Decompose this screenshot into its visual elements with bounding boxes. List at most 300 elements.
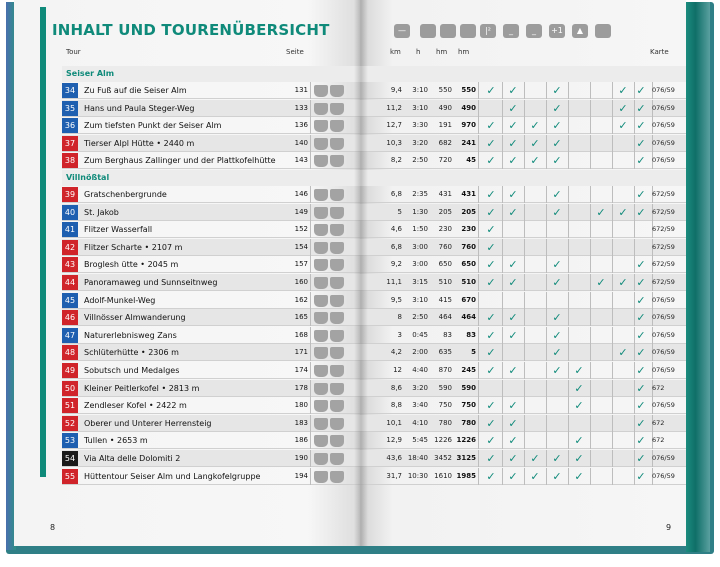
check-icon: ✓ bbox=[552, 188, 562, 201]
tour-hm2: 970 bbox=[461, 121, 476, 130]
column-divider bbox=[568, 450, 569, 467]
tour-name: Flitzer Wasserfall bbox=[84, 225, 153, 235]
tour-karte: 672 bbox=[652, 418, 665, 427]
tour-km: 11,1 bbox=[386, 278, 402, 286]
tour-km: 9,5 bbox=[390, 295, 402, 304]
column-divider bbox=[546, 327, 547, 344]
column-divider bbox=[590, 239, 591, 256]
tour-row[interactable] bbox=[62, 432, 360, 449]
column-divider bbox=[590, 221, 591, 238]
tour-karte: 076/59 bbox=[652, 295, 675, 304]
check-icon: ✓ bbox=[618, 84, 628, 97]
column-divider bbox=[590, 100, 591, 117]
column-divider bbox=[546, 380, 547, 397]
column-divider bbox=[478, 468, 479, 485]
check-icon: ✓ bbox=[530, 469, 540, 483]
column-divider bbox=[478, 362, 479, 379]
column-divider bbox=[568, 432, 569, 449]
column-divider bbox=[310, 432, 311, 449]
check-icon: ✓ bbox=[486, 434, 496, 448]
tour-number-badge: 49 bbox=[62, 363, 78, 378]
tour-hm1: 650 bbox=[438, 260, 452, 269]
tour-row[interactable] bbox=[62, 82, 360, 99]
check-icon: ✓ bbox=[636, 311, 646, 325]
tour-row[interactable] bbox=[62, 344, 360, 361]
tour-row[interactable] bbox=[62, 450, 360, 467]
tour-h: 3:10 bbox=[412, 295, 428, 304]
difficulty-icon bbox=[314, 189, 328, 201]
column-divider bbox=[612, 309, 613, 326]
tour-data-row bbox=[360, 415, 686, 432]
column-divider bbox=[568, 292, 569, 309]
column-divider bbox=[310, 274, 311, 291]
tour-name: Zu Fuß auf die Seiser Alm bbox=[84, 86, 187, 95]
column-divider bbox=[502, 135, 503, 152]
season-icon bbox=[330, 120, 344, 132]
tour-row[interactable] bbox=[62, 327, 360, 344]
column-divider bbox=[502, 327, 503, 344]
column-divider bbox=[568, 204, 569, 221]
column-divider bbox=[478, 152, 479, 169]
tour-data-row bbox=[360, 274, 686, 291]
tour-name: Flitzer Scharte • 2107 m bbox=[84, 242, 183, 252]
tour-karte: 076/59 bbox=[652, 366, 675, 374]
column-divider bbox=[524, 327, 525, 344]
check-icon: ✓ bbox=[552, 205, 562, 219]
column-divider bbox=[546, 450, 547, 467]
tour-hm2: 241 bbox=[461, 138, 476, 147]
check-icon: ✓ bbox=[486, 258, 496, 272]
check-icon: ✓ bbox=[552, 328, 562, 342]
tour-km: 6,8 bbox=[390, 242, 402, 251]
blank-icon-1 bbox=[420, 24, 436, 38]
season-icon bbox=[330, 207, 344, 219]
tour-data-row bbox=[360, 397, 686, 414]
check-icon: ✓ bbox=[486, 469, 496, 483]
column-divider bbox=[524, 186, 525, 203]
tour-karte: 672/59 bbox=[652, 242, 675, 251]
column-divider bbox=[478, 82, 479, 99]
tour-hm2: 490 bbox=[461, 103, 476, 112]
tour-data-row bbox=[360, 117, 686, 134]
tour-page: 146 bbox=[294, 190, 308, 198]
column-divider bbox=[502, 204, 503, 221]
column-divider bbox=[612, 468, 613, 485]
check-icon: ✓ bbox=[618, 346, 628, 360]
tour-row[interactable] bbox=[62, 135, 360, 152]
check-icon: ✓ bbox=[636, 188, 646, 201]
left-page bbox=[14, 0, 360, 546]
column-divider bbox=[612, 362, 613, 379]
column-divider bbox=[568, 186, 569, 203]
check-icon: ✓ bbox=[636, 258, 646, 272]
season-icon bbox=[330, 471, 344, 483]
check-icon: ✓ bbox=[574, 399, 584, 413]
tour-km: 9,2 bbox=[390, 260, 402, 269]
tour-km: 3 bbox=[397, 330, 402, 339]
tour-hm2: 1226 bbox=[456, 436, 476, 445]
tour-hm2: 510 bbox=[461, 278, 476, 286]
page-title: INHALT UND TOURENÜBERSICHT bbox=[52, 21, 330, 39]
check-icon: ✓ bbox=[618, 276, 628, 289]
tour-number-badge: 35 bbox=[62, 101, 78, 116]
difficulty-icon bbox=[314, 383, 328, 395]
tour-row[interactable] bbox=[62, 274, 360, 291]
tour-data-row bbox=[360, 82, 686, 99]
column-divider bbox=[612, 344, 613, 361]
tour-data-row bbox=[360, 432, 686, 449]
check-icon: ✓ bbox=[530, 119, 540, 133]
tour-karte: 672 bbox=[652, 383, 665, 392]
column-divider bbox=[524, 100, 525, 117]
tour-name: Panoramaweg und Sunnseitnweg bbox=[84, 278, 218, 287]
tour-karte: 076/59 bbox=[652, 313, 675, 322]
check-icon: ✓ bbox=[636, 205, 646, 219]
tour-km: 11,2 bbox=[386, 103, 402, 112]
column-divider bbox=[478, 221, 479, 238]
tour-number-badge: 50 bbox=[62, 381, 78, 396]
tour-hm1: 191 bbox=[438, 121, 452, 130]
column-divider bbox=[612, 135, 613, 152]
check-icon: ✓ bbox=[552, 101, 562, 115]
season-icon bbox=[330, 453, 344, 465]
column-divider bbox=[546, 239, 547, 256]
tour-data-row bbox=[360, 135, 686, 152]
column-divider bbox=[546, 117, 547, 134]
tour-km: 8,2 bbox=[390, 156, 402, 165]
tour-h: 3:20 bbox=[412, 138, 428, 147]
column-divider bbox=[612, 327, 613, 344]
tour-row[interactable] bbox=[62, 152, 360, 169]
tour-hm2: 750 bbox=[461, 401, 476, 410]
tour-name: Tierser Alpl Hütte • 2440 m bbox=[84, 138, 195, 148]
difficulty-icon bbox=[314, 259, 328, 271]
check-icon: ✓ bbox=[636, 364, 646, 377]
check-icon: ✓ bbox=[636, 293, 646, 307]
header-tour: Tour bbox=[66, 48, 81, 56]
check-icon: ✓ bbox=[552, 154, 562, 168]
check-icon: ✓ bbox=[486, 223, 496, 237]
column-divider bbox=[568, 274, 569, 291]
check-icon: ✓ bbox=[486, 205, 496, 219]
tour-row[interactable] bbox=[62, 100, 360, 117]
season-icon bbox=[330, 103, 344, 115]
tour-number-badge: 43 bbox=[62, 257, 78, 272]
tour-name: Sobutsch und Medalges bbox=[84, 366, 180, 375]
tour-h: 3:10 bbox=[412, 103, 428, 112]
tour-hm1: 490 bbox=[438, 103, 452, 112]
tour-name: Broglesh ütte • 2045 m bbox=[84, 260, 179, 270]
difficulty-icon bbox=[314, 138, 328, 150]
difficulty-icon bbox=[314, 435, 328, 447]
tour-name: Kleiner Peitlerkofel • 2813 m bbox=[84, 383, 200, 393]
column-divider bbox=[524, 152, 525, 169]
tour-name: Schlüterhütte • 2306 m bbox=[84, 348, 179, 358]
column-divider bbox=[546, 397, 547, 414]
tour-row[interactable] bbox=[62, 397, 360, 414]
check-icon: ✓ bbox=[508, 434, 518, 448]
check-icon: ✓ bbox=[552, 276, 562, 289]
season-icon bbox=[330, 435, 344, 447]
tour-page: 171 bbox=[294, 348, 308, 357]
tour-hm1: 205 bbox=[438, 207, 452, 216]
column-divider bbox=[612, 292, 613, 309]
tour-page: 157 bbox=[294, 260, 308, 269]
column-divider bbox=[568, 256, 569, 273]
column-divider bbox=[502, 152, 503, 169]
column-divider bbox=[634, 221, 635, 238]
column-divider bbox=[478, 292, 479, 309]
tour-row[interactable] bbox=[62, 362, 360, 379]
tour-page: 178 bbox=[294, 383, 308, 392]
column-divider bbox=[478, 186, 479, 203]
column-divider bbox=[478, 135, 479, 152]
tour-row[interactable] bbox=[62, 256, 360, 273]
tour-data-row bbox=[360, 362, 686, 379]
column-divider bbox=[478, 274, 479, 291]
column-divider bbox=[612, 204, 613, 221]
tour-data-row bbox=[360, 292, 686, 309]
column-divider bbox=[310, 117, 311, 134]
tour-hm1: 431 bbox=[438, 190, 452, 198]
tour-h: 3:15 bbox=[412, 278, 428, 286]
column-divider bbox=[524, 362, 525, 379]
column-divider bbox=[568, 327, 569, 344]
tour-page: 194 bbox=[294, 471, 308, 480]
page-number-left: 8 bbox=[50, 523, 56, 532]
tour-number-badge: 41 bbox=[62, 222, 78, 237]
column-divider bbox=[478, 450, 479, 467]
column-divider bbox=[310, 152, 311, 169]
tour-page: 133 bbox=[294, 103, 308, 112]
tour-name: Zum Berghaus Zallinger und der Plattkofelhütte bbox=[84, 156, 276, 166]
check-icon: ✓ bbox=[552, 364, 562, 377]
tour-row[interactable] bbox=[62, 415, 360, 432]
column-divider bbox=[612, 221, 613, 238]
tour-row[interactable] bbox=[62, 309, 360, 326]
check-icon: ✓ bbox=[636, 119, 646, 133]
tour-number-badge: 52 bbox=[62, 416, 78, 431]
column-divider bbox=[546, 135, 547, 152]
column-divider bbox=[612, 186, 613, 203]
check-icon: ✓ bbox=[486, 364, 496, 377]
column-divider bbox=[502, 468, 503, 485]
tour-number-badge: 55 bbox=[62, 469, 78, 484]
difficulty-icon bbox=[314, 347, 328, 359]
season-icon bbox=[330, 277, 344, 289]
tour-row[interactable] bbox=[62, 186, 360, 203]
tour-number-badge: 38 bbox=[62, 153, 78, 168]
tour-km: 4,2 bbox=[390, 348, 402, 357]
column-divider bbox=[478, 256, 479, 273]
difficulty-icon bbox=[314, 471, 328, 483]
section-header: Seiser Alm bbox=[62, 66, 360, 82]
tour-page: 152 bbox=[294, 225, 308, 234]
tour-hm1: 635 bbox=[438, 348, 452, 357]
column-divider bbox=[502, 344, 503, 361]
tour-hm1: 550 bbox=[438, 86, 452, 94]
column-divider bbox=[478, 432, 479, 449]
check-icon: ✓ bbox=[530, 136, 540, 150]
column-divider bbox=[478, 239, 479, 256]
section-header: Villnößtal bbox=[62, 170, 360, 186]
tour-name: Oberer und Unterer Herrensteig bbox=[84, 418, 212, 428]
column-divider bbox=[546, 432, 547, 449]
tour-h: 2:00 bbox=[412, 348, 428, 357]
tour-data-row bbox=[360, 468, 686, 485]
tour-page: 190 bbox=[294, 454, 308, 462]
header-h: h bbox=[416, 48, 421, 56]
tour-page: 186 bbox=[294, 436, 308, 445]
check-icon: ✓ bbox=[508, 328, 518, 342]
check-icon: ✓ bbox=[552, 469, 562, 483]
difficulty-icon bbox=[314, 295, 328, 307]
check-icon: ✓ bbox=[486, 328, 496, 342]
tour-row[interactable] bbox=[62, 292, 360, 309]
tour-hm1: 464 bbox=[438, 313, 452, 322]
season-icon bbox=[330, 85, 344, 97]
tour-row[interactable] bbox=[62, 117, 360, 134]
tour-h: 2:35 bbox=[412, 190, 428, 198]
tour-km: 10,3 bbox=[386, 138, 402, 147]
tour-row[interactable] bbox=[62, 239, 360, 256]
tour-number-badge: 37 bbox=[62, 136, 78, 151]
check-icon: ✓ bbox=[486, 346, 496, 360]
tour-hm2: 760 bbox=[461, 242, 476, 251]
column-divider bbox=[502, 362, 503, 379]
column-divider bbox=[524, 309, 525, 326]
column-divider bbox=[310, 186, 311, 203]
fraction-icon: |² bbox=[480, 24, 496, 38]
column-divider bbox=[546, 186, 547, 203]
tour-karte: 672/59 bbox=[652, 207, 675, 216]
column-divider bbox=[524, 292, 525, 309]
check-icon: ✓ bbox=[618, 101, 628, 115]
tour-row[interactable] bbox=[62, 468, 360, 485]
column-divider bbox=[590, 380, 591, 397]
column-divider bbox=[590, 292, 591, 309]
tour-h: 5:45 bbox=[412, 436, 428, 445]
column-divider bbox=[634, 239, 635, 256]
column-divider bbox=[612, 82, 613, 99]
tour-row[interactable] bbox=[62, 380, 360, 397]
tour-data-row bbox=[360, 380, 686, 397]
hut-icon: ▲ bbox=[572, 24, 588, 38]
section-header-band bbox=[360, 66, 686, 82]
check-icon: ✓ bbox=[508, 469, 518, 483]
tour-h: 3:20 bbox=[412, 383, 428, 392]
tour-karte: 672/59 bbox=[652, 278, 675, 286]
tour-name: Hans und Paula Steger-Weg bbox=[84, 103, 195, 113]
column-divider bbox=[590, 135, 591, 152]
column-divider bbox=[546, 256, 547, 273]
header-karte: Karte bbox=[650, 48, 669, 56]
difficulty-icon bbox=[314, 453, 328, 465]
tour-page: 154 bbox=[294, 242, 308, 251]
column-divider bbox=[590, 204, 591, 221]
dash-icon: _ bbox=[526, 24, 542, 38]
tour-page: 160 bbox=[294, 278, 308, 286]
column-divider bbox=[590, 468, 591, 485]
tour-name: Gratschenbergrunde bbox=[84, 190, 167, 199]
column-divider bbox=[478, 415, 479, 432]
tour-km: 31,7 bbox=[386, 471, 402, 480]
blank-icon-3 bbox=[460, 24, 476, 38]
tour-data-row bbox=[360, 100, 686, 117]
column-divider bbox=[310, 380, 311, 397]
column-divider bbox=[478, 100, 479, 117]
column-divider bbox=[612, 274, 613, 291]
tour-hm1: 682 bbox=[438, 138, 452, 147]
tour-km: 4,6 bbox=[390, 225, 402, 234]
column-divider bbox=[546, 82, 547, 99]
check-icon: ✓ bbox=[552, 346, 562, 360]
tour-data-row bbox=[360, 221, 686, 238]
tour-hm2: 230 bbox=[461, 225, 476, 234]
column-divider bbox=[546, 468, 547, 485]
check-icon: ✓ bbox=[574, 452, 584, 465]
check-icon: ✓ bbox=[552, 258, 562, 272]
tour-data-row bbox=[360, 186, 686, 203]
tour-km: 12,7 bbox=[386, 121, 402, 130]
column-divider bbox=[310, 221, 311, 238]
column-divider bbox=[524, 239, 525, 256]
blank-icon-4 bbox=[595, 24, 611, 38]
tour-hm2: 1985 bbox=[456, 471, 476, 480]
tour-name: St. Jakob bbox=[84, 207, 119, 217]
difficulty-icon bbox=[314, 418, 328, 430]
tour-page: 143 bbox=[294, 156, 308, 165]
tour-data-row bbox=[360, 256, 686, 273]
tour-hm2: 780 bbox=[461, 418, 476, 427]
tour-km: 43,6 bbox=[386, 454, 402, 462]
check-icon: ✓ bbox=[636, 469, 646, 483]
column-divider bbox=[524, 82, 525, 99]
column-divider bbox=[546, 274, 547, 291]
check-icon: ✓ bbox=[636, 416, 646, 430]
column-divider bbox=[524, 117, 525, 134]
check-icon: ✓ bbox=[486, 119, 496, 133]
difficulty-icon bbox=[314, 120, 328, 132]
tour-data-row bbox=[360, 450, 686, 467]
column-divider bbox=[310, 82, 311, 99]
check-icon: ✓ bbox=[636, 84, 646, 97]
tour-row[interactable] bbox=[62, 221, 360, 238]
column-divider bbox=[478, 204, 479, 221]
column-divider bbox=[568, 117, 569, 134]
tour-hm2: 83 bbox=[466, 330, 476, 339]
tour-km: 12,9 bbox=[386, 436, 402, 445]
tour-row[interactable] bbox=[62, 204, 360, 221]
check-icon: ✓ bbox=[486, 416, 496, 430]
column-divider bbox=[524, 432, 525, 449]
tour-data-row bbox=[360, 327, 686, 344]
tour-number-badge: 53 bbox=[62, 433, 78, 448]
tour-number-badge: 36 bbox=[62, 118, 78, 133]
column-divider bbox=[524, 468, 525, 485]
season-icon bbox=[330, 383, 344, 395]
column-divider bbox=[546, 344, 547, 361]
column-divider bbox=[568, 380, 569, 397]
tour-data-row bbox=[360, 344, 686, 361]
tour-karte: 076/59 bbox=[652, 471, 675, 480]
column-divider bbox=[310, 309, 311, 326]
tour-hm1: 780 bbox=[438, 418, 452, 427]
tour-hm1: 415 bbox=[438, 295, 452, 304]
column-divider bbox=[590, 415, 591, 432]
column-divider bbox=[568, 309, 569, 326]
tour-karte: 076/59 bbox=[652, 401, 675, 410]
